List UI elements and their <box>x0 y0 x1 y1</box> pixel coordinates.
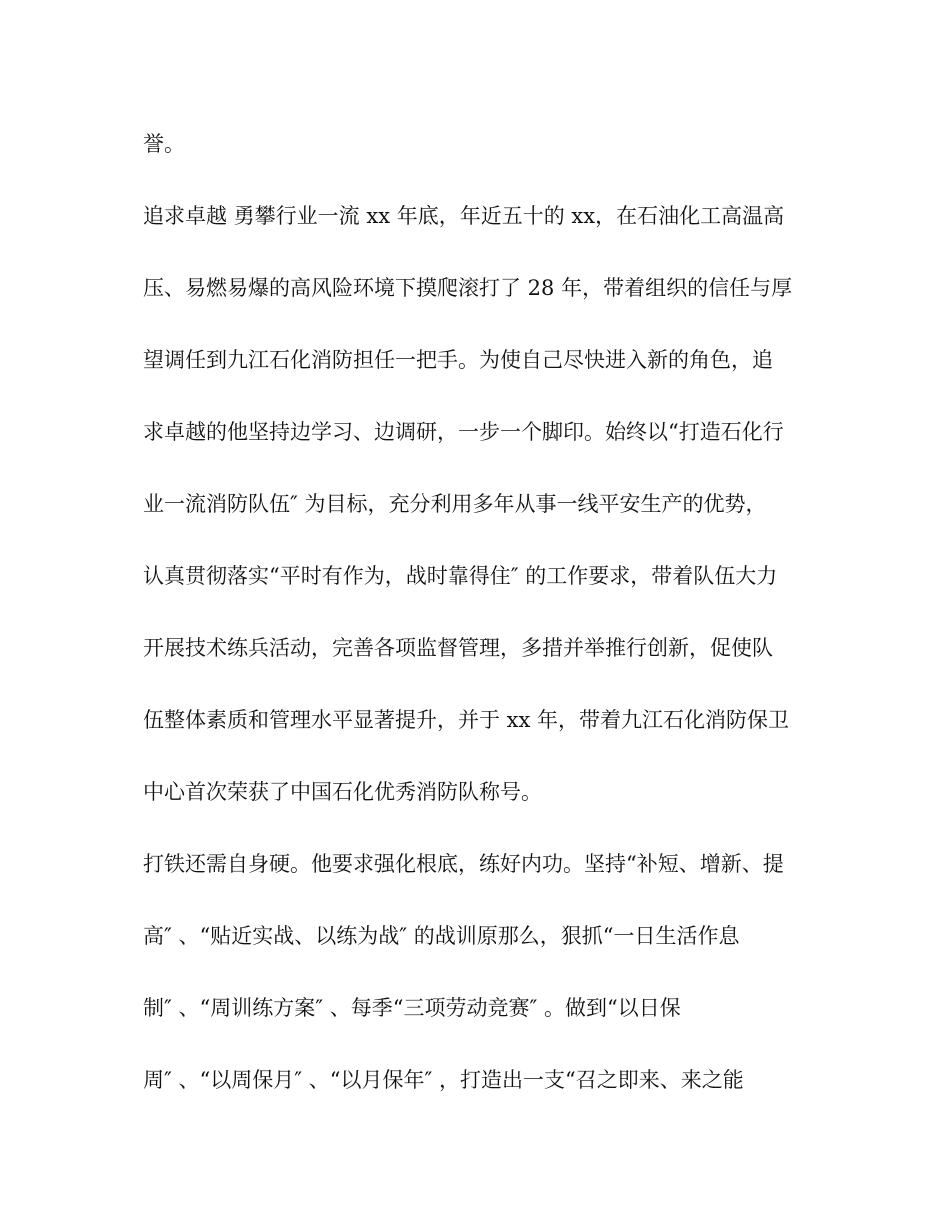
text-line: 压、易燃易爆的高风险环境下摸爬滚打了 28 年，带着组织的信任与厚 <box>143 276 793 300</box>
text-line: 周″ 、“以周保月″ 、“以月保年″ ，打造出一支“召之即来、来之能 <box>143 1068 744 1092</box>
text-line: 打铁还需自身硬。他要求强化根底，练好内功。坚持“补短、增新、提 <box>143 852 784 876</box>
text-line: 业一流消防队伍″ 为目标，充分利用多年从事一线平安生产的优势， <box>143 492 767 516</box>
text-line: 高″ 、“贴近实战、以练为战″ 的战训原那么，狠抓“一日生活作息 <box>143 924 740 948</box>
text-line: 中心首次荣获了中国石化优秀消防队称号。 <box>143 780 542 804</box>
text-line: 望调任到九江石化消防担任一把手。为使自己尽快进入新的角色，追 <box>143 348 773 372</box>
text-line: 制″ 、“周训练方案″ 、每季“三项劳动竞赛″ 。做到“以日保 <box>143 996 681 1020</box>
text-line: 追求卓越 勇攀行业一流 xx 年底，年近五十的 xx，在石油化工高温高 <box>143 204 785 228</box>
text-line: 认真贯彻落实“平时有作为，战时靠得住″ 的工作要求，带着队伍大力 <box>143 564 778 588</box>
text-line: 开展技术练兵活动，完善各项监督管理，多措并举推行创新，促使队 <box>143 636 773 660</box>
text-line: 求卓越的他坚持边学习、边调研，一步一个脚印。始终以“打造石化行 <box>143 420 784 444</box>
text-line: 誉。 <box>143 132 185 156</box>
text-line: 伍整体素质和管理水平显著提升，并于 xx 年，带着九江石化消防保卫 <box>143 708 790 732</box>
